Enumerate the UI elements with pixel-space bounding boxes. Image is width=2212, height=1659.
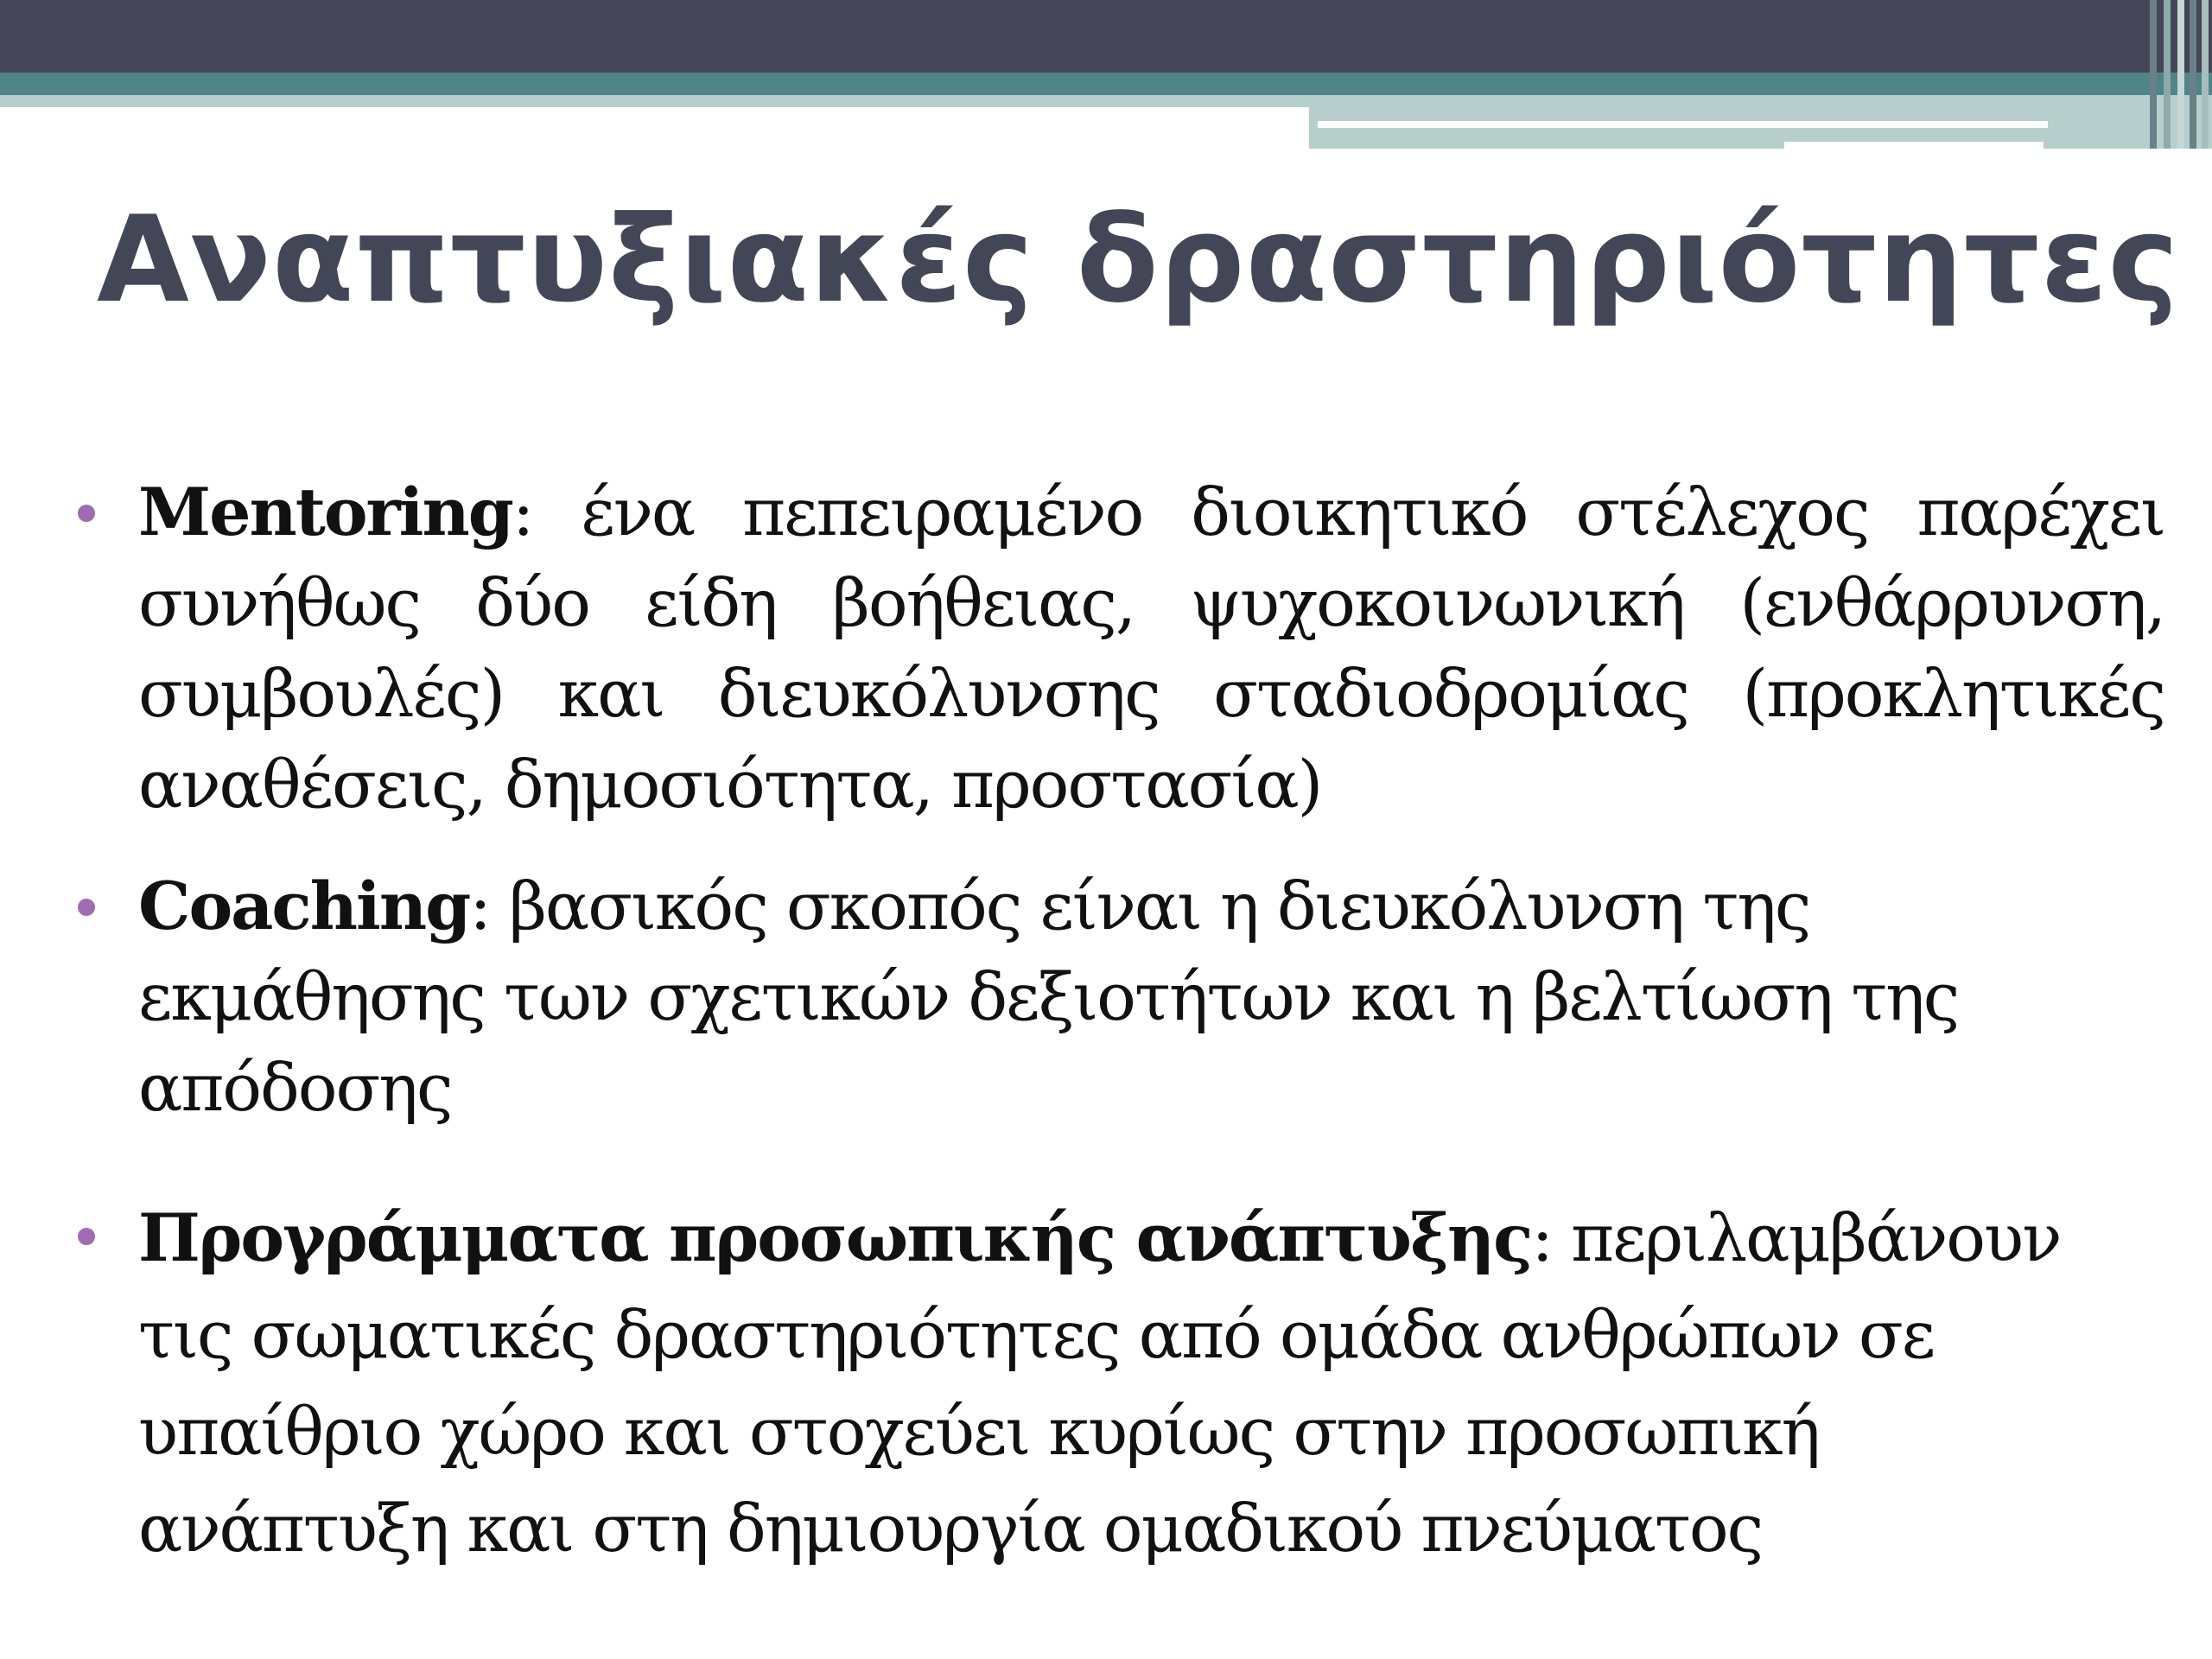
header-vertical-stripe [2150, 0, 2157, 149]
header-bar-teal-light [0, 95, 1309, 107]
header-white-strip-short [1784, 142, 2044, 149]
bullet-dot-icon [78, 1228, 95, 1245]
bullet-term: Προγράμματα προσωπικής ανάπτυξης [138, 1199, 1532, 1276]
bullet-list [138, 467, 2164, 1577]
bullet-term: Mentoring [138, 474, 512, 550]
bullet-text: : βασικός σκοπός είναι η διευκόλυνση της εκμάθησης των σχετικών δεξιοτήτων και η βελτίωση της απόδοσης [138, 868, 1959, 1126]
bullet-text: : ένα πεπειραμένο διοικητικό στέλεχος παρέχει συνήθως δύο είδη βοήθειας, ψυχοκοινωνική (ενθάρρυνση, συμβουλές) και διευκόλυνσης σταδιοδρομίας (προκλητικές αναθέσεις, δημοσιότητα, προστασία) [138, 474, 2164, 823]
bullet-item-personal-development [138, 1190, 2126, 1577]
header-white-strip [1318, 121, 2048, 128]
bullet-item-coaching [138, 861, 2039, 1133]
bullet-dot-icon [78, 505, 95, 522]
header-vertical-stripe [2177, 0, 2184, 149]
header-bar-dark [0, 0, 2212, 73]
bullet-item-mentoring [138, 467, 2164, 830]
slide-title: Αναπτυξιακές δραστηριότητες [97, 190, 2180, 329]
bullet-dot-icon [78, 899, 95, 916]
header-vertical-stripe [2164, 0, 2171, 149]
header-vertical-stripe [2190, 0, 2196, 149]
bullet-term: Coaching [138, 868, 470, 944]
header-bar-teal [0, 73, 2212, 95]
header-vertical-stripe [2202, 0, 2209, 149]
bullet-text: : περιλαμβάνουν τις σωματικές δραστηριότητες από ομάδα ανθρώπων σε υπαίθριο χώρο και στοχεύει κυρίως στην προσωπική ανάπτυξη και στη δημιουργία ομαδικού πνεύματος [138, 1199, 2061, 1567]
